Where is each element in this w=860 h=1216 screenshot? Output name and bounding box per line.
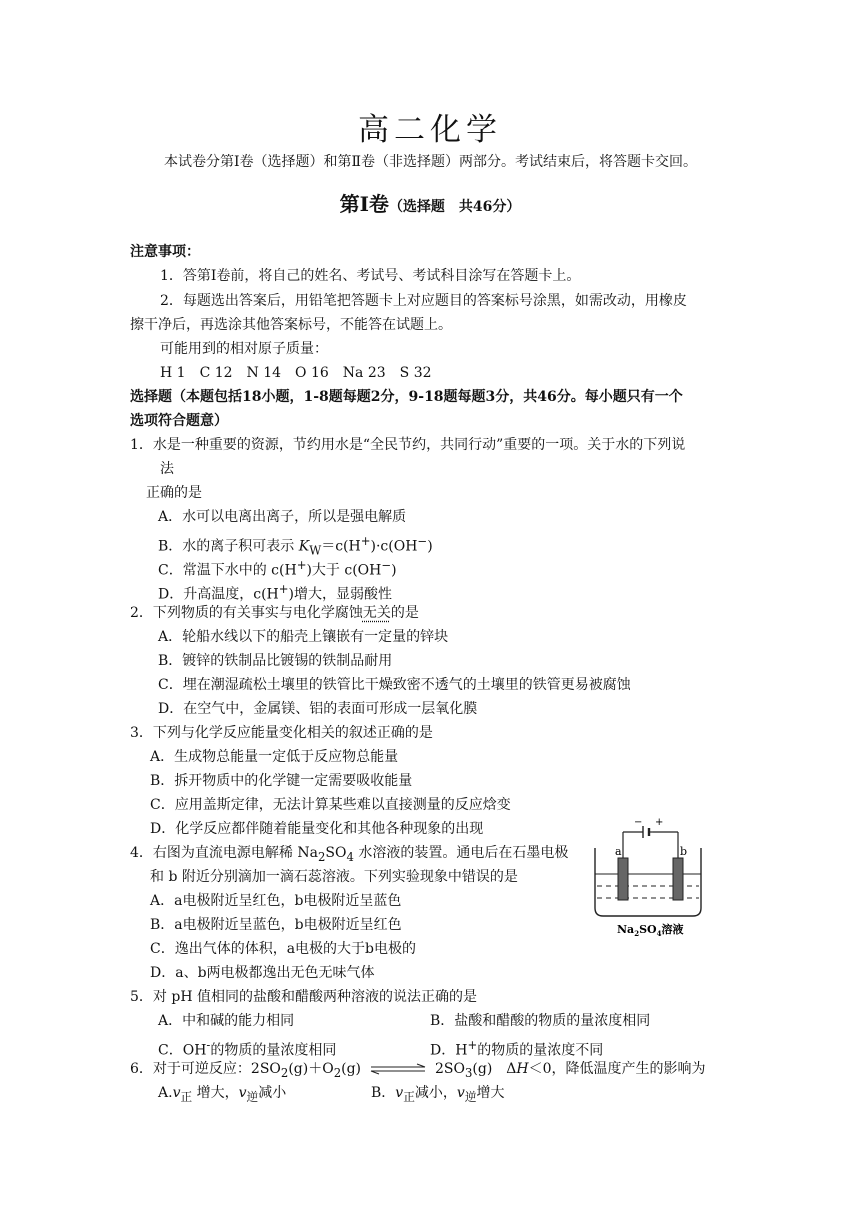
q4-stem-cont: 和 b 附近分别滴加一滴石蕊溶液。下列实验现象中错误的是 xyxy=(150,869,518,885)
q4-stem: 4．右图为直流电源电解稀 $Na_2SO_4$ 水溶液的装置。通电后在石墨电极 xyxy=(130,845,569,864)
q1-option-a: A．水可以电离出离子，所以是强电解质 xyxy=(158,509,407,525)
q6-stem: 6．对于可逆反应：$2SO_2(g)+O_2(g)$ $2SO_3(g)$ ΔH＜0，降低温度产生的影响为 xyxy=(130,1061,706,1080)
section-heading xyxy=(0,188,860,217)
plus-sign: + xyxy=(655,817,664,828)
q4-option-c: C．逸出气体的体积，a电极的大于b电极的 xyxy=(150,941,417,957)
q2-option-d: D．在空气中，金属镁、铝的表面可形成一层氧化膜 xyxy=(158,701,478,717)
q6-option-b: B．$v_正$减小，$v_逆$增大 xyxy=(371,1085,505,1104)
q1-stem-cont: 法 xyxy=(160,461,174,477)
solution-label: $Na_2SO_4$溶液 xyxy=(617,923,684,938)
q2-stem: 2．下列物质的有关事实与电化学腐蚀无关的是 xyxy=(130,605,419,621)
q1-option-b: B．水的离子积可表示 $K_W=c(H^+)\cdot c(OH^-)$ xyxy=(158,534,433,558)
q5-option-a: A．中和碱的能力相同 xyxy=(158,1013,295,1029)
electrode-a xyxy=(618,858,628,900)
notice-item-1: 1．答第Ⅰ卷前，将自己的姓名、考试号、考试科目涂写在答题卡上。 xyxy=(160,268,581,284)
notice-item-2: 2．每题选出答案后，用铅笔把答题卡上对应题目的答案标号涂黑，如需改动，用橡皮 xyxy=(160,293,687,309)
atomic-masses: H 1 C 12 N 14 O 16 Na 23 S 32 xyxy=(160,365,432,381)
q3-stem: 3．下列与化学反应能量变化相关的叙述正确的是 xyxy=(130,725,433,741)
exam-intro: 本试卷分第Ⅰ卷（选择题）和第Ⅱ卷（非选择题）两部分。考试结束后，将答题卡交回。 xyxy=(164,154,698,170)
q6-option-a: $A.v_正$ 增大，$v_逆$减小 xyxy=(158,1085,287,1104)
notice-item-2-cont: 擦干净后，再选涂其他答案标号，不能答在试题上。 xyxy=(130,317,452,333)
q1-stem: 1．水是一种重要的资源，节约用水是“全民节约，共同行动”重要的一项。关于水的下列说 xyxy=(130,437,686,453)
q1-option-c: C．常温下水中的 c(H+)大于 c(OH−) xyxy=(158,558,397,579)
q1-stem-cont-2: 正确的是 xyxy=(146,485,202,501)
electrode-b xyxy=(673,858,683,900)
electrode-a-label: a xyxy=(615,845,622,858)
atomic-masses-title: 可能用到的相对原子质量： xyxy=(160,341,328,357)
q4-option-a: A．a电极附近呈红色，b电极附近呈蓝色 xyxy=(150,893,402,909)
q3-option-a: A．生成物总能量一定低于反应物总能量 xyxy=(150,749,399,765)
q2-option-b: B．镀锌的铁制品比镀锡的铁制品耐用 xyxy=(158,653,393,669)
q3-option-d: D．化学反应都伴随着能量变化和其他各种现象的出现 xyxy=(150,821,484,837)
electrode-b-label: b xyxy=(680,845,688,858)
q5-option-b: B．盐酸和醋酸的物质的量浓度相同 xyxy=(430,1013,651,1029)
q2-option-a: A．轮船水线以下的船壳上镶嵌有一定量的锌块 xyxy=(158,629,449,645)
q5-option-d: D．H+的物质的量浓度不同 xyxy=(430,1038,604,1059)
electrolysis-diagram xyxy=(583,812,713,942)
notice-title: 注意事项： xyxy=(130,244,200,260)
emphasis-text: 无关 xyxy=(362,605,391,621)
minus-sign: − xyxy=(634,817,643,828)
q1-option-d: D．升高温度，c(H+)增大，显弱酸性 xyxy=(158,582,392,603)
page-title: 高二化学 xyxy=(358,112,502,148)
section-heading-sub: （选择题 共46分） xyxy=(388,199,521,215)
q4-option-d: D．a、b两电极都逸出无色无味气体 xyxy=(150,965,375,981)
q5-option-c: C．OH-的物质的量浓度相同 xyxy=(158,1038,337,1059)
choice-section-header-cont: 选项符合题意） xyxy=(130,413,228,429)
section-heading-main: 第Ⅰ卷 xyxy=(339,192,389,216)
q2-option-c: C．埋在潮湿疏松土壤里的铁管比干燥致密不透气的土壤里的铁管更易被腐蚀 xyxy=(158,677,631,693)
choice-section-header: 选择题（本题包括18小题，1-8题每题2分，9-18题每题3分，共46分。每小题只有一个 xyxy=(130,389,683,405)
reversible-arrow-icon xyxy=(369,1063,427,1075)
q5-stem: 5．对 pH 值相同的盐酸和醋酸两种溶液的说法正确的是 xyxy=(130,989,477,1005)
q3-option-c: C．应用盖斯定律，无法计算某些难以直接测量的反应焓变 xyxy=(150,797,511,813)
q3-option-b: B．拆开物质中的化学键一定需要吸收能量 xyxy=(150,773,413,789)
q4-option-b: B．a电极附近呈蓝色，b电极附近呈红色 xyxy=(150,917,402,933)
